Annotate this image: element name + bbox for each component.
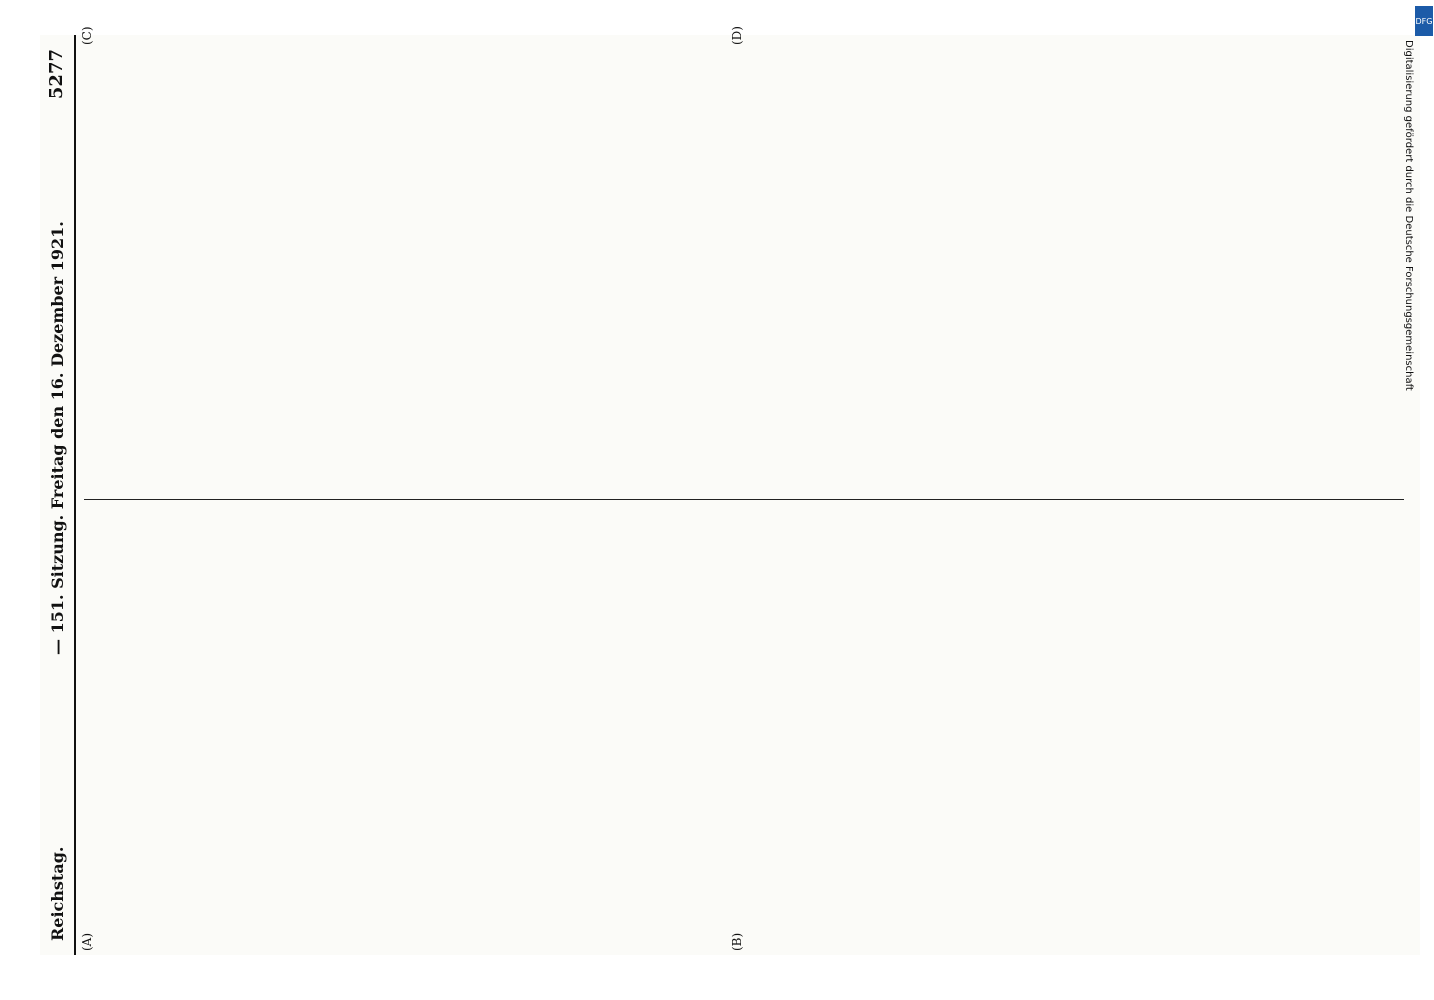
header-left: Reichstag. — [48, 846, 67, 941]
margin-marker-c: (C) — [80, 26, 94, 45]
side-credit — [1403, 40, 1428, 960]
header-center: — 151. Sitzung. Freitag den 16. Dezember 1921. — [48, 221, 67, 655]
right-text-column — [84, 53, 1404, 485]
left-text-column — [84, 505, 1404, 937]
margin-marker-a: (A) — [80, 932, 94, 951]
rotated-document-page — [40, 26, 1420, 955]
column-divider — [84, 499, 1404, 500]
margin-marker-b: (B) — [730, 932, 744, 951]
page-number: 5277 — [46, 49, 67, 100]
side-credit-text: Digitalisierung gefördert durch die Deutsche Forschungsgemeinschaft — [1403, 40, 1414, 391]
page-header — [40, 35, 76, 955]
margin-marker-d: (D) — [730, 26, 744, 45]
dfg-logo: DFG — [1415, 6, 1433, 36]
